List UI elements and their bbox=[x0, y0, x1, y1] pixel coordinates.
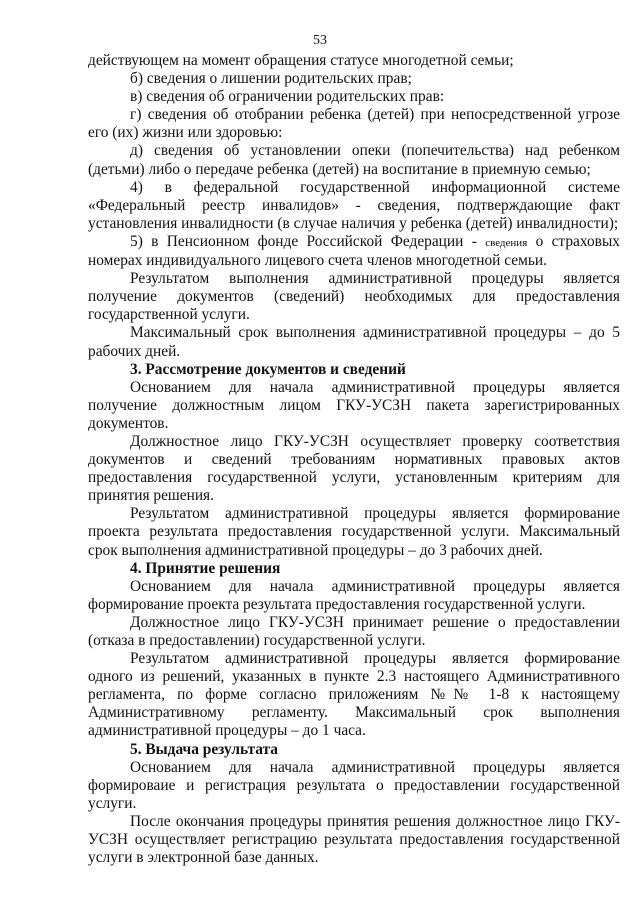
item-5-text-small: сведения bbox=[485, 236, 528, 249]
item-5-text-c: о страховых номерах индивидуального лицевого счета членов многодетной семьи. bbox=[88, 232, 620, 270]
paragraph-item-b: б) сведения о лишении родительских прав; bbox=[130, 70, 412, 88]
paragraph-item-g: г) сведения об отобрании ребенка (детей) при непосредственной угрозе его (их) жизни или здоровью: bbox=[88, 106, 620, 142]
paragraph-registration-5: После окончания процедуры принятия решения должностное лицо ГКУ-УСЗН осуществляет регистрацию результата предоставления государственной услуги в электронной базе данных. bbox=[88, 812, 620, 867]
paragraph-result-3: Результатом административной процедуры является формирование проекта результата предоставления государственной услуги. Максимальный срок выполнения административной процедуры – до 3 рабочих дней. bbox=[88, 505, 620, 559]
paragraph-result: Результатом выполнения административной процедуры является получение документов (сведений) необходимых для предоставления государственной услуги. bbox=[88, 270, 620, 324]
paragraph-item-4: 4) в федеральной государственной информационной системе «Федеральный реестр инвалидов» - сведения, подтверждающие факт установления инвалидности (в случае наличия у ребенка (детей) инвалидности); bbox=[88, 178, 620, 232]
paragraph-item-5 bbox=[88, 233, 620, 270]
paragraph-item-v: в) сведения об ограничении родительских прав: bbox=[130, 88, 445, 106]
section-heading-5: 5. Выдача результата bbox=[130, 740, 278, 758]
paragraph-continuation: действующем на момент обращения статусе многодетной семьи; bbox=[88, 52, 514, 69]
paragraph-basis-5: Основанием для начала административной процедуры является формироваие и регистрация результата о предоставлении государственной услуги. bbox=[88, 758, 620, 812]
page-number: 53 bbox=[313, 33, 327, 48]
paragraph-max-term: Максимальный срок выполнения административной процедуры – до 5 рабочих дней. bbox=[88, 324, 620, 360]
item-5-text-a: 5) в Пенсионном фонде Российской Федерации - bbox=[130, 232, 486, 250]
document-body bbox=[88, 52, 620, 867]
paragraph-item-d: д) сведения об установлении опеки (попечительства) над ребенком (детьми) либо о передаче ребенка (детей) на воспитание в приемную семью; bbox=[88, 142, 620, 178]
paragraph-basis-4: Основанием для начала административной процедуры является формирование проекта результата предоставления государственной услуги. bbox=[88, 577, 620, 613]
paragraph-check-3: Должностное лицо ГКУ-УСЗН осуществляет проверку соответствия документов и сведений требованиям нормативных правовых актов предоставления государственной услуги, установленным критериям для принятия решения. bbox=[88, 432, 620, 505]
section-heading-3: 3. Рассмотрение документов и сведений bbox=[130, 360, 406, 378]
paragraph-basis-3: Основанием для начала административной процедуры является получение должностным лицом ГКУ-УСЗН пакета зарегистрированных документов. bbox=[88, 378, 620, 432]
paragraph-result-4: Результатом административной процедуры является формирование одного из решений, указанных в пункте 2.3 настоящего Административного регламента, по форме согласно приложениям №№ 1-8 к настоящему Административному регламенту. Максимальный срок выполнения административной процедуры – до 1 часа. bbox=[88, 650, 620, 740]
section-heading-4: 4. Принятие решения bbox=[130, 559, 281, 577]
paragraph-decision-4: Должностное лицо ГКУ-УСЗН принимает решение о предоставлении (отказа в предоставлении) государственной услуги. bbox=[88, 613, 620, 649]
